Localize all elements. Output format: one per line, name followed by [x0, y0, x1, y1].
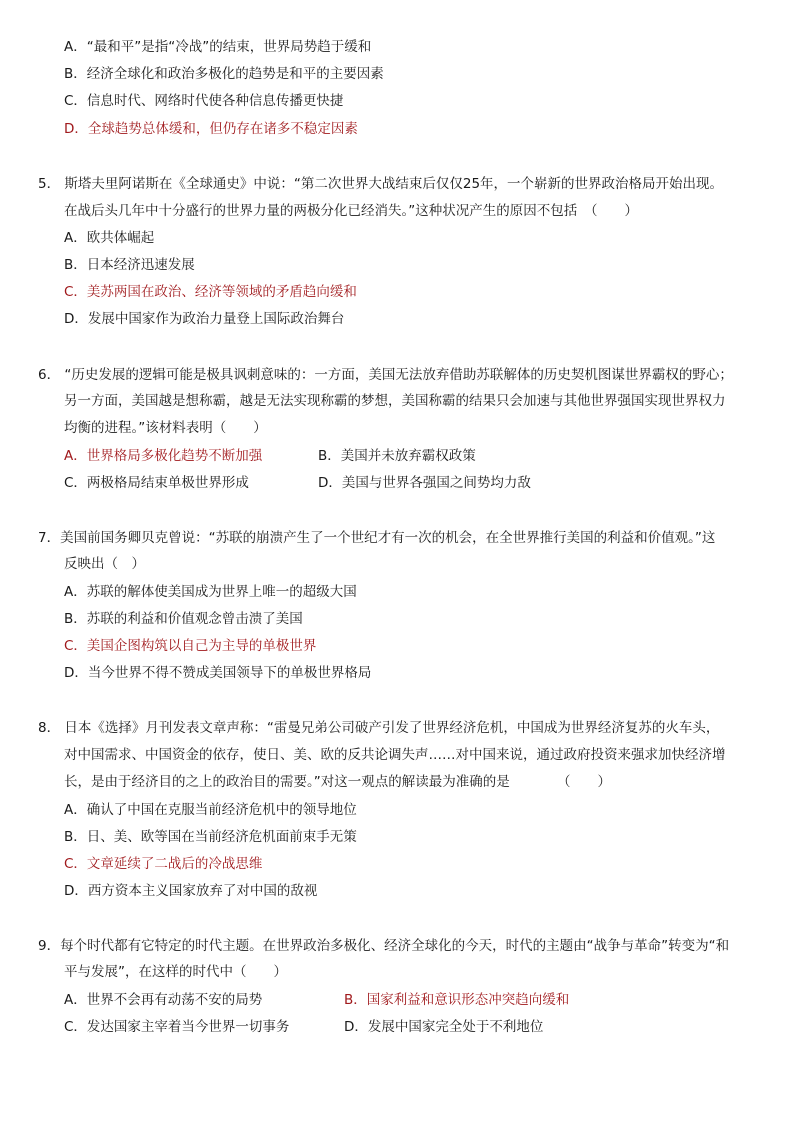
q4-option-c: C．信息时代、网络时代使各种信息传播更快捷 [64, 93, 344, 109]
q5-option-c-answer: C．美苏两国在政治、经济等领域的矛盾趋向缓和 [64, 284, 357, 300]
q6-stem-line-2: 另一方面，美国越是想称霸，越是无法实现称霸的梦想，美国称霸的结果只会加速与其他世界强国实现世界权力 [64, 393, 726, 409]
q9-option-a: A．世界不会再有动荡不安的局势 [64, 992, 263, 1008]
q7-option-c-answer: C．美国企图构筑以自己为主导的单极世界 [64, 638, 317, 654]
q9-stem-line-2: 平与发展”，在这样的时代中（ ） [64, 964, 287, 980]
q5-stem-line-2: 在战后头几年中十分盛行的世界力量的两极分化已经消失。”这种状况产生的原因不包括 （ ） [64, 203, 638, 219]
q7-option-a: A．苏联的解体使美国成为世界上唯一的超级大国 [64, 584, 357, 600]
q8-option-c-answer: C．文章延续了二战后的冷战思维 [64, 856, 263, 872]
q6-option-b: B．美国并未放弃霸权政策 [318, 448, 476, 464]
q5-option-b: B．日本经济迅速发展 [64, 257, 195, 273]
q4-option-b: B．经济全球化和政治多极化的趋势是和平的主要因素 [64, 66, 384, 82]
q8-option-a: A．确认了中国在克服当前经济危机中的领导地位 [64, 802, 357, 818]
q5-stem-line-1: 5． 斯塔夫里阿诺斯在《全球通史》中说：“第二次世界大战结束后仅仅25年，一个崭新的世界政治格局开始出现。 [38, 176, 724, 192]
q8-stem-line-3: 长，是由于经济目的之上的政治目的需要。”对这一观点的解读最为准确的是 （ ） [64, 774, 611, 790]
q8-option-b: B．日、美、欧等国在当前经济危机面前束手无策 [64, 829, 357, 845]
q6-option-d: D．美国与世界各强国之间势均力敌 [318, 475, 531, 491]
q5-option-a: A．欧共体崛起 [64, 230, 155, 246]
q7-stem-line-1: 7．美国前国务卿贝克曾说：“苏联的崩溃产生了一个世纪才有一次的机会，在全世界推行美国的利益和价值观。”这 [38, 530, 716, 546]
q6-stem-line-1: 6． “历史发展的逻辑可能是极具讽刺意味的：一方面，美国无法放弃借助苏联解体的历史契机图谋世界霸权的野心； [38, 367, 733, 383]
q5-option-d: D．发展中国家作为政治力量登上国际政治舞台 [64, 311, 345, 327]
q9-option-b-answer: B．国家利益和意识形态冲突趋向缓和 [344, 992, 570, 1008]
q7-option-b: B．苏联的利益和价值观念曾击溃了美国 [64, 611, 303, 627]
q8-stem-line-2: 对中国需求、中国资金的依存，使日、美、欧的反共论调失声……对中国来说，通过政府投资来强求加快经济增 [64, 747, 726, 763]
q6-option-c: C．两极格局结束单极世界形成 [64, 475, 249, 491]
q8-stem-line-1: 8． 日本《选择》月刊发表文章声称：“雷曼兄弟公司破产引发了世界经济危机，中国成为世界经济复苏的火车头， [38, 720, 720, 736]
q4-option-d-answer: D．全球趋势总体缓和，但仍存在诸多不稳定因素 [64, 121, 358, 137]
q8-option-d: D．西方资本主义国家放弃了对中国的敌视 [64, 883, 318, 899]
q6-option-a-answer: A．世界格局多极化趋势不断加强 [64, 448, 263, 464]
q7-stem-line-2: 反映出（ ） [64, 556, 145, 572]
q4-option-a: A．“最和平”是指“冷战”的结束，世界局势趋于缓和 [64, 39, 372, 55]
q9-stem-line-1: 9．每个时代都有它特定的时代主题。在世界政治多极化、经济全球化的今天，时代的主题由“战争与革命”转变为“和 [38, 938, 730, 954]
q9-option-d: D．发展中国家完全处于不利地位 [344, 1019, 544, 1035]
q9-option-c: C．发达国家主宰着当今世界一切事务 [64, 1019, 290, 1035]
q7-option-d: D．当今世界不得不赞成美国领导下的单极世界格局 [64, 665, 372, 681]
q6-stem-line-3: 均衡的进程。”该材料表明（ ） [64, 420, 267, 436]
